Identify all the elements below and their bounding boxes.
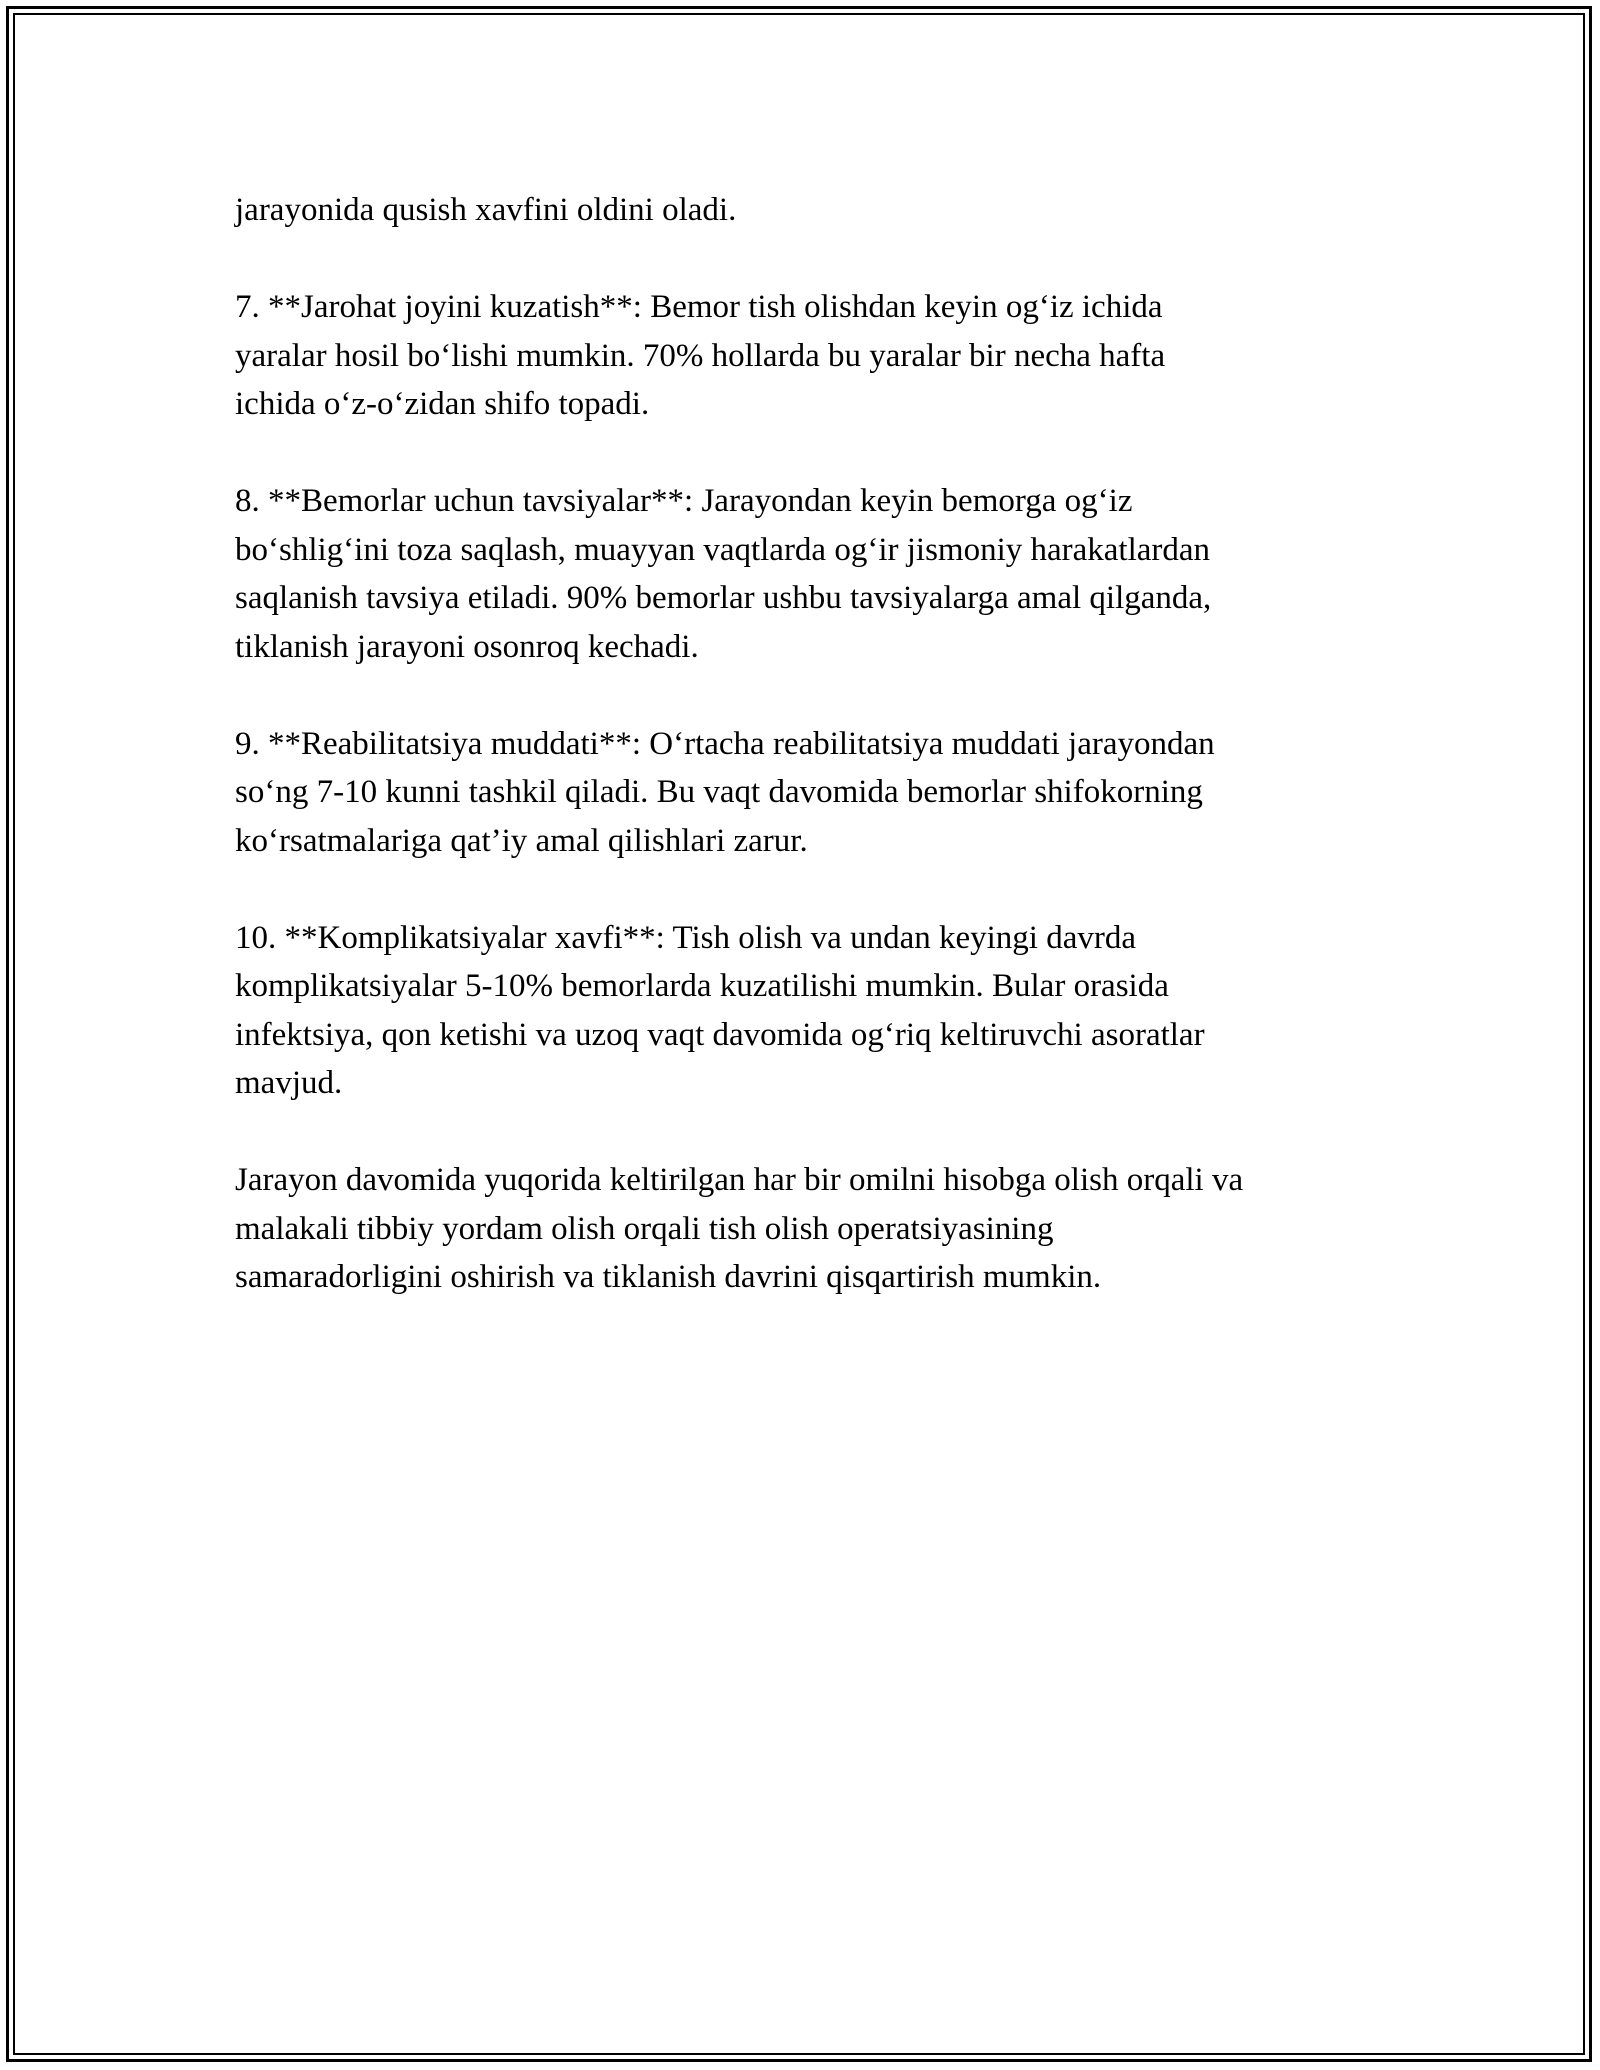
paragraph-continuation: jarayonida qusish xavfini oldini oladi.	[235, 192, 737, 228]
document-body	[235, 186, 1385, 1350]
paragraph-item-8: 8. **Bemorlar uchun tavsiyalar**: Jarayondan keyin bemorga og‘iz bo‘shlig‘ini toza saqlash, muayyan vaqtlarda og‘ir jismoniy harakatlardan saqlanish tavsiya etiladi. 90% bemorlar ushbu tavsiyalarga amal qilganda, tiklanish jarayoni osonroq kechadi.	[235, 483, 1212, 665]
paragraph-item-7: 7. **Jarohat joyini kuzatish**: Bemor tish olishdan keyin og‘iz ichida yaralar hosil bo‘lishi mumkin. 70% hollarda bu yaralar bir necha hafta ichida o‘z-o‘zidan shifo topadi.	[235, 289, 1166, 422]
paragraph-item-9: 9. **Reabilitatsiya muddati**: O‘rtacha reabilitatsiya muddati jarayondan so‘ng 7-10 kunni tashkil qiladi. Bu vaqt davomida bemorlar shifokorning ko‘rsatmalariga qat’iy amal qilishlari zarur.	[235, 725, 1215, 859]
paragraph-item-10: 10. **Komplikatsiyalar xavfi**: Tish olish va undan keyingi davrda komplikatsiyalar 5-10% bemorlarda kuzatilishi mumkin. Bular orasida infektsiya, qon ketishi va uzoq vaqt davomida og‘riq keltiruvchi asoratlar mavjud.	[235, 919, 1205, 1101]
paragraph-conclusion: Jarayon davomida yuqorida keltirilgan har bir omilni hisobga olish orqali va malakali tibbiy yordam olish orqali tish olish operatsiyasining samaradorligini oshirish va tiklanish davrini qisqartirish mumkin.	[235, 1162, 1244, 1295]
